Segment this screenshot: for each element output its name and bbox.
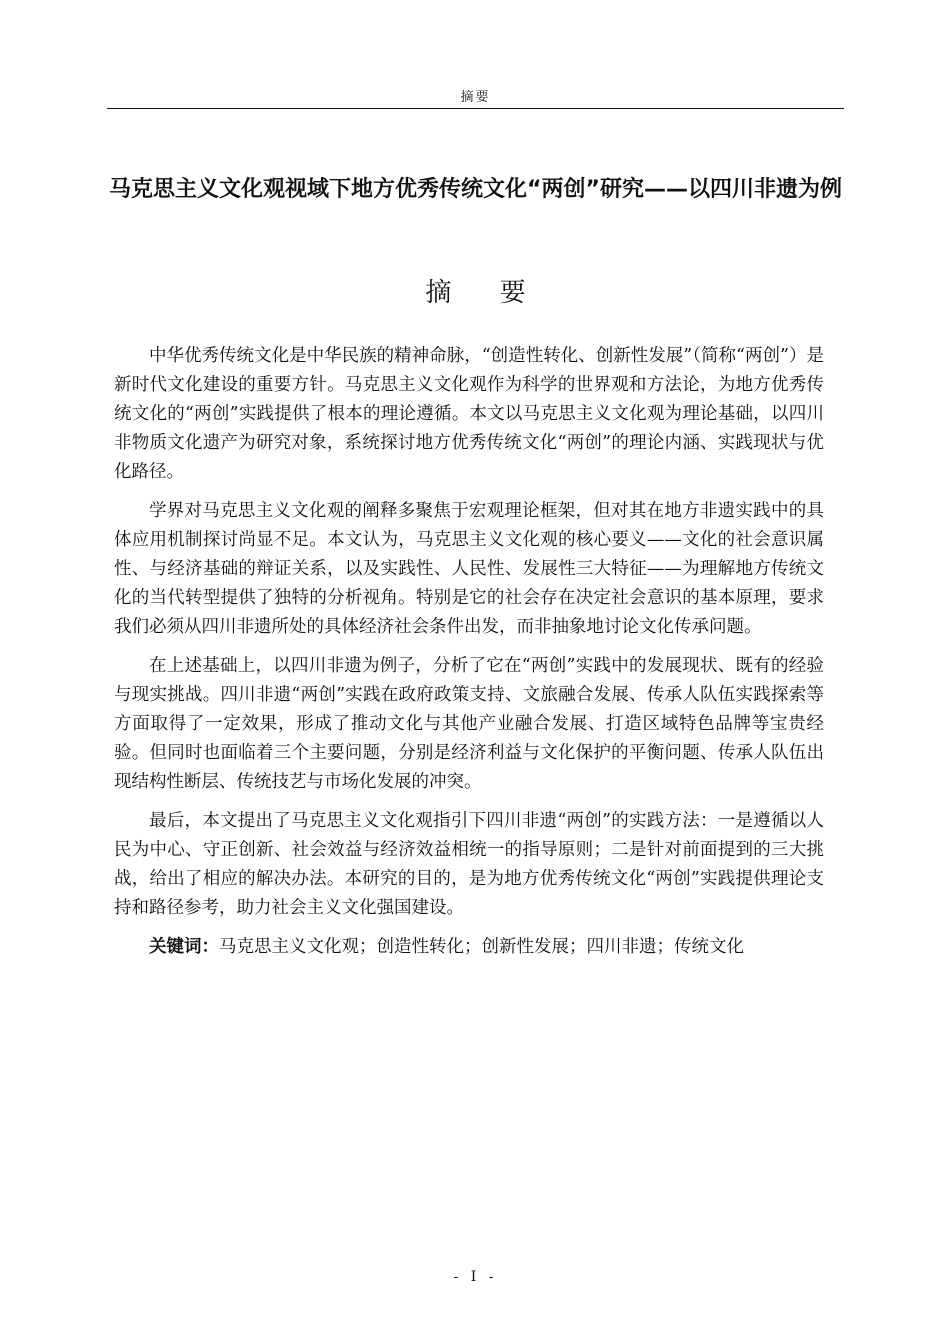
keywords-list: 马克思主义文化观；创造性转化；创新性发展；四川非遗；传统文化 — [219, 937, 744, 957]
paper-title: 马克思主义文化观视域下地方优秀传统文化“两创”研究——以四川非遗为例 — [109, 177, 842, 202]
running-header: 摘要 — [460, 90, 491, 105]
abstract-paragraph: 最后，本文提出了马克思主义文化观指引下四川非遗“两创”的实践方法：一是遵循以人民为中心、守正创新、社会效益与经济效益相统一的指导原则；二是针对前面提到的三大挑战，给出了相应的解决办法。本研究的目的，是为地方优秀传统文化“两创”实践提供理论支持和路径参考，助力社会主义文化强国建设。 — [114, 811, 824, 918]
keywords-label: 关键词： — [149, 937, 219, 957]
keywords-line — [114, 933, 824, 962]
abstract-paragraph: 中华优秀传统文化是中华民族的精神命脉，“创造性转化、创新性发展”（简称“两创”）是新时代文化建设的重要方针。马克思主义文化观作为科学的世界观和方法论，为地方优秀传统文化的“两创”实践提供了根本的理论遵循。本文以马克思主义文化观为理论基础，以四川非物质文化遗产为研究对象，系统探讨地方优秀传统文化“两创”的理论内涵、实践现状与优化路径。 — [114, 346, 824, 482]
page-number: - I - — [453, 1269, 498, 1285]
abstract-heading: 摘 要 — [425, 278, 546, 308]
abstract-body — [114, 342, 824, 972]
header-rule — [107, 108, 844, 109]
abstract-paragraph: 学界对马克思主义文化观的阐释多聚焦于宏观理论框架，但对其在地方非遗实践中的具体应用机制探讨尚显不足。本文认为，马克思主义文化观的核心要义——文化的社会意识属性、与经济基础的辩证关系，以及实践性、人民性、发展性三大特征——为理解地方传统文化的当代转型提供了独特的分析视角。特别是它的社会存在决定社会意识的基本原理，要求我们必须从四川非遗所处的具体经济社会条件出发，而非抽象地讨论文化传承问题。 — [114, 501, 824, 637]
abstract-paragraph: 在上述基础上，以四川非遗为例子，分析了它在“两创”实践中的发展现状、既有的经验与现实挑战。四川非遗“两创”实践在政府政策支持、文旅融合发展、传承人队伍实践探索等方面取得了一定效果，形成了推动文化与其他产业融合发展、打造区域特色品牌等宝贵经验。但同时也面临着三个主要问题，分别是经济利益与文化保护的平衡问题、传承人队伍出现结构性断层、传统技艺与市场化发展的冲突。 — [114, 656, 824, 792]
